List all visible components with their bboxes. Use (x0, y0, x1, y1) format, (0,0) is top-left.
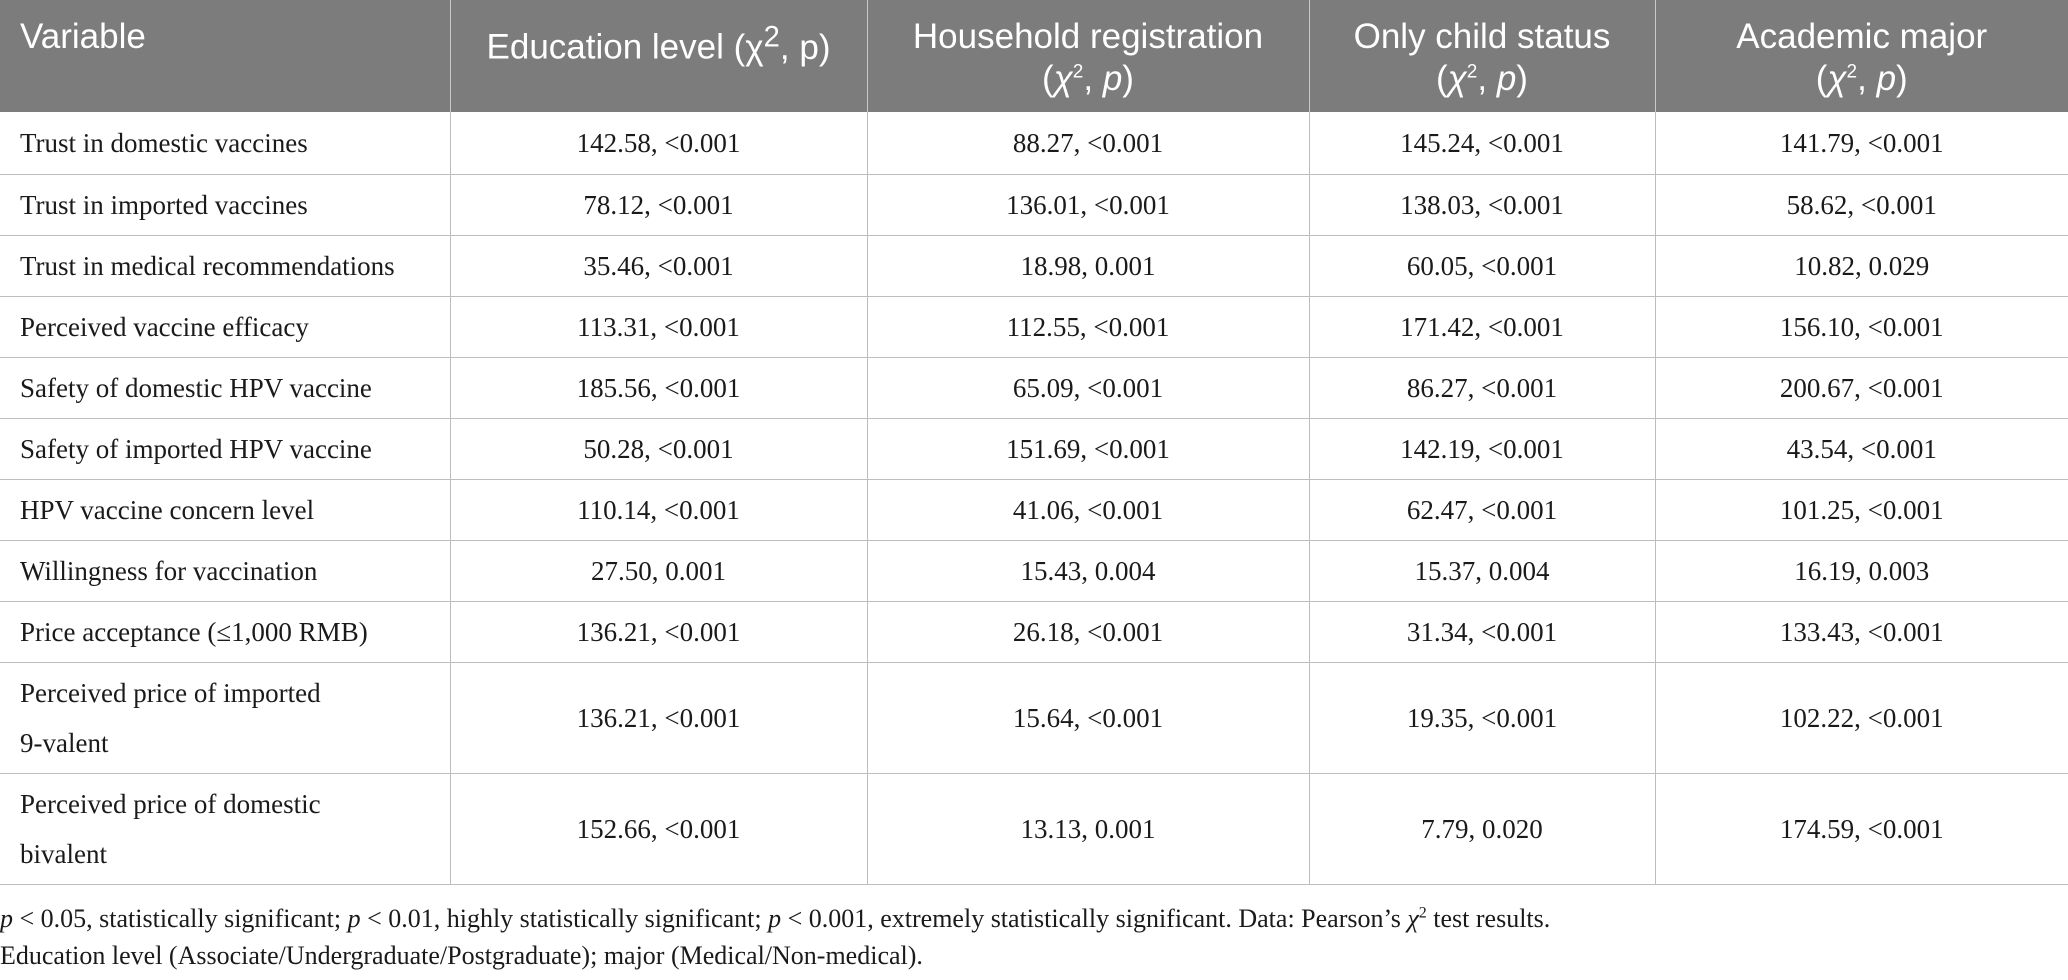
table-row (0, 662, 2068, 773)
cell-major: 156.10, <0.001 (1655, 296, 2068, 357)
cell-variable: Perceived price of domestic bivalent (0, 773, 450, 884)
cell-major: 43.54, <0.001 (1655, 418, 2068, 479)
cell-household: 151.69, <0.001 (867, 418, 1309, 479)
cell-only-child: 142.19, <0.001 (1309, 418, 1655, 479)
cell-major: 133.43, <0.001 (1655, 601, 2068, 662)
table-row (0, 174, 2068, 235)
header-major-label: Academic major (1736, 17, 1988, 56)
cell-major: 10.82, 0.029 (1655, 235, 2068, 296)
header-education-stat: ($\chi^2$, p) (733, 21, 831, 67)
cell-household: 15.43, 0.004 (867, 540, 1309, 601)
table-row (0, 235, 2068, 296)
cell-only-child: 86.27, <0.001 (1309, 357, 1655, 418)
cell-household: 15.64, <0.001 (867, 662, 1309, 773)
footnote-significance: p < 0.05, statistically significant; p < 0.01, highly statistically significant; p < 0.001, extremely statistically significant. Data: Pearson’s $\chi^2$ test results. (0, 904, 1551, 933)
cell-education: 142.58, <0.001 (450, 112, 867, 174)
cell-variable: Perceived price of imported 9-valent (0, 662, 450, 773)
header-variable-label: Variable (20, 17, 146, 56)
footnote-categories: Education level (Associate/Undergraduate/Postgraduate); major (Medical/Non-medical). (0, 941, 923, 970)
table-row (0, 296, 2068, 357)
cell-household: 13.13, 0.001 (867, 773, 1309, 884)
cell-only-child: 7.79, 0.020 (1309, 773, 1655, 884)
cell-major: 200.67, <0.001 (1655, 357, 2068, 418)
cell-household: 112.55, <0.001 (867, 296, 1309, 357)
cell-education: 136.21, <0.001 (450, 601, 867, 662)
header-row (0, 0, 2068, 112)
cell-variable: Safety of domestic HPV vaccine (0, 357, 450, 418)
cell-only-child: 31.34, <0.001 (1309, 601, 1655, 662)
cell-only-child: 171.42, <0.001 (1309, 296, 1655, 357)
cell-only-child: 60.05, <0.001 (1309, 235, 1655, 296)
cell-variable: Trust in imported vaccines (0, 174, 450, 235)
cell-variable: Price acceptance (≤1,000 RMB) (0, 601, 450, 662)
cell-variable: Trust in medical recommendations (0, 235, 450, 296)
header-household-stat: ($\chi^2$, p) (1042, 59, 1134, 98)
cell-variable: Trust in domestic vaccines (0, 112, 450, 174)
cell-major: 16.19, 0.003 (1655, 540, 2068, 601)
cell-only-child: 15.37, 0.004 (1309, 540, 1655, 601)
table-footnotes (0, 900, 2068, 974)
header-academic-major (1655, 0, 2068, 112)
cell-education: 152.66, <0.001 (450, 773, 867, 884)
cell-education: 185.56, <0.001 (450, 357, 867, 418)
cell-education: 78.12, <0.001 (450, 174, 867, 235)
cell-variable: Perceived vaccine efficacy (0, 296, 450, 357)
cell-only-child: 138.03, <0.001 (1309, 174, 1655, 235)
cell-only-child: 145.24, <0.001 (1309, 112, 1655, 174)
cell-household: 41.06, <0.001 (867, 479, 1309, 540)
table-row (0, 112, 2068, 174)
cell-only-child: 62.47, <0.001 (1309, 479, 1655, 540)
cell-household: 65.09, <0.001 (867, 357, 1309, 418)
table-row (0, 418, 2068, 479)
table-row (0, 540, 2068, 601)
cell-household: 88.27, <0.001 (867, 112, 1309, 174)
cell-major: 174.59, <0.001 (1655, 773, 2068, 884)
header-only-child-status (1309, 0, 1655, 112)
table-row (0, 357, 2068, 418)
cell-household: 136.01, <0.001 (867, 174, 1309, 235)
table-row (0, 479, 2068, 540)
header-household-label: Household registration (912, 17, 1264, 56)
header-only-child-stat: ($\chi^2$, p) (1436, 59, 1528, 98)
cell-variable: HPV vaccine concern level (0, 479, 450, 540)
header-education-label: Education level (486, 27, 724, 67)
cell-variable: Willingness for vaccination (0, 540, 450, 601)
cell-education: 27.50, 0.001 (450, 540, 867, 601)
header-household-registration (867, 0, 1309, 112)
cell-education: 136.21, <0.001 (450, 662, 867, 773)
cell-education: 50.28, <0.001 (450, 418, 867, 479)
table-header (0, 0, 2068, 112)
cell-only-child: 19.35, <0.001 (1309, 662, 1655, 773)
cell-major: 102.22, <0.001 (1655, 662, 2068, 773)
cell-variable: Safety of imported HPV vaccine (0, 418, 450, 479)
cell-major: 101.25, <0.001 (1655, 479, 2068, 540)
cell-education: 35.46, <0.001 (450, 235, 867, 296)
cell-major: 58.62, <0.001 (1655, 174, 2068, 235)
header-major-stat: ($\chi^2$, p) (1815, 59, 1908, 98)
header-variable (0, 0, 450, 112)
header-only-child-label: Only child status (1353, 17, 1611, 56)
header-education-level (450, 0, 867, 112)
cell-education: 113.31, <0.001 (450, 296, 867, 357)
table-row (0, 773, 2068, 884)
cell-education: 110.14, <0.001 (450, 479, 867, 540)
cell-household: 26.18, <0.001 (867, 601, 1309, 662)
cell-household: 18.98, 0.001 (867, 235, 1309, 296)
cell-major: 141.79, <0.001 (1655, 112, 2068, 174)
table-body (0, 112, 2068, 884)
table-row (0, 601, 2068, 662)
